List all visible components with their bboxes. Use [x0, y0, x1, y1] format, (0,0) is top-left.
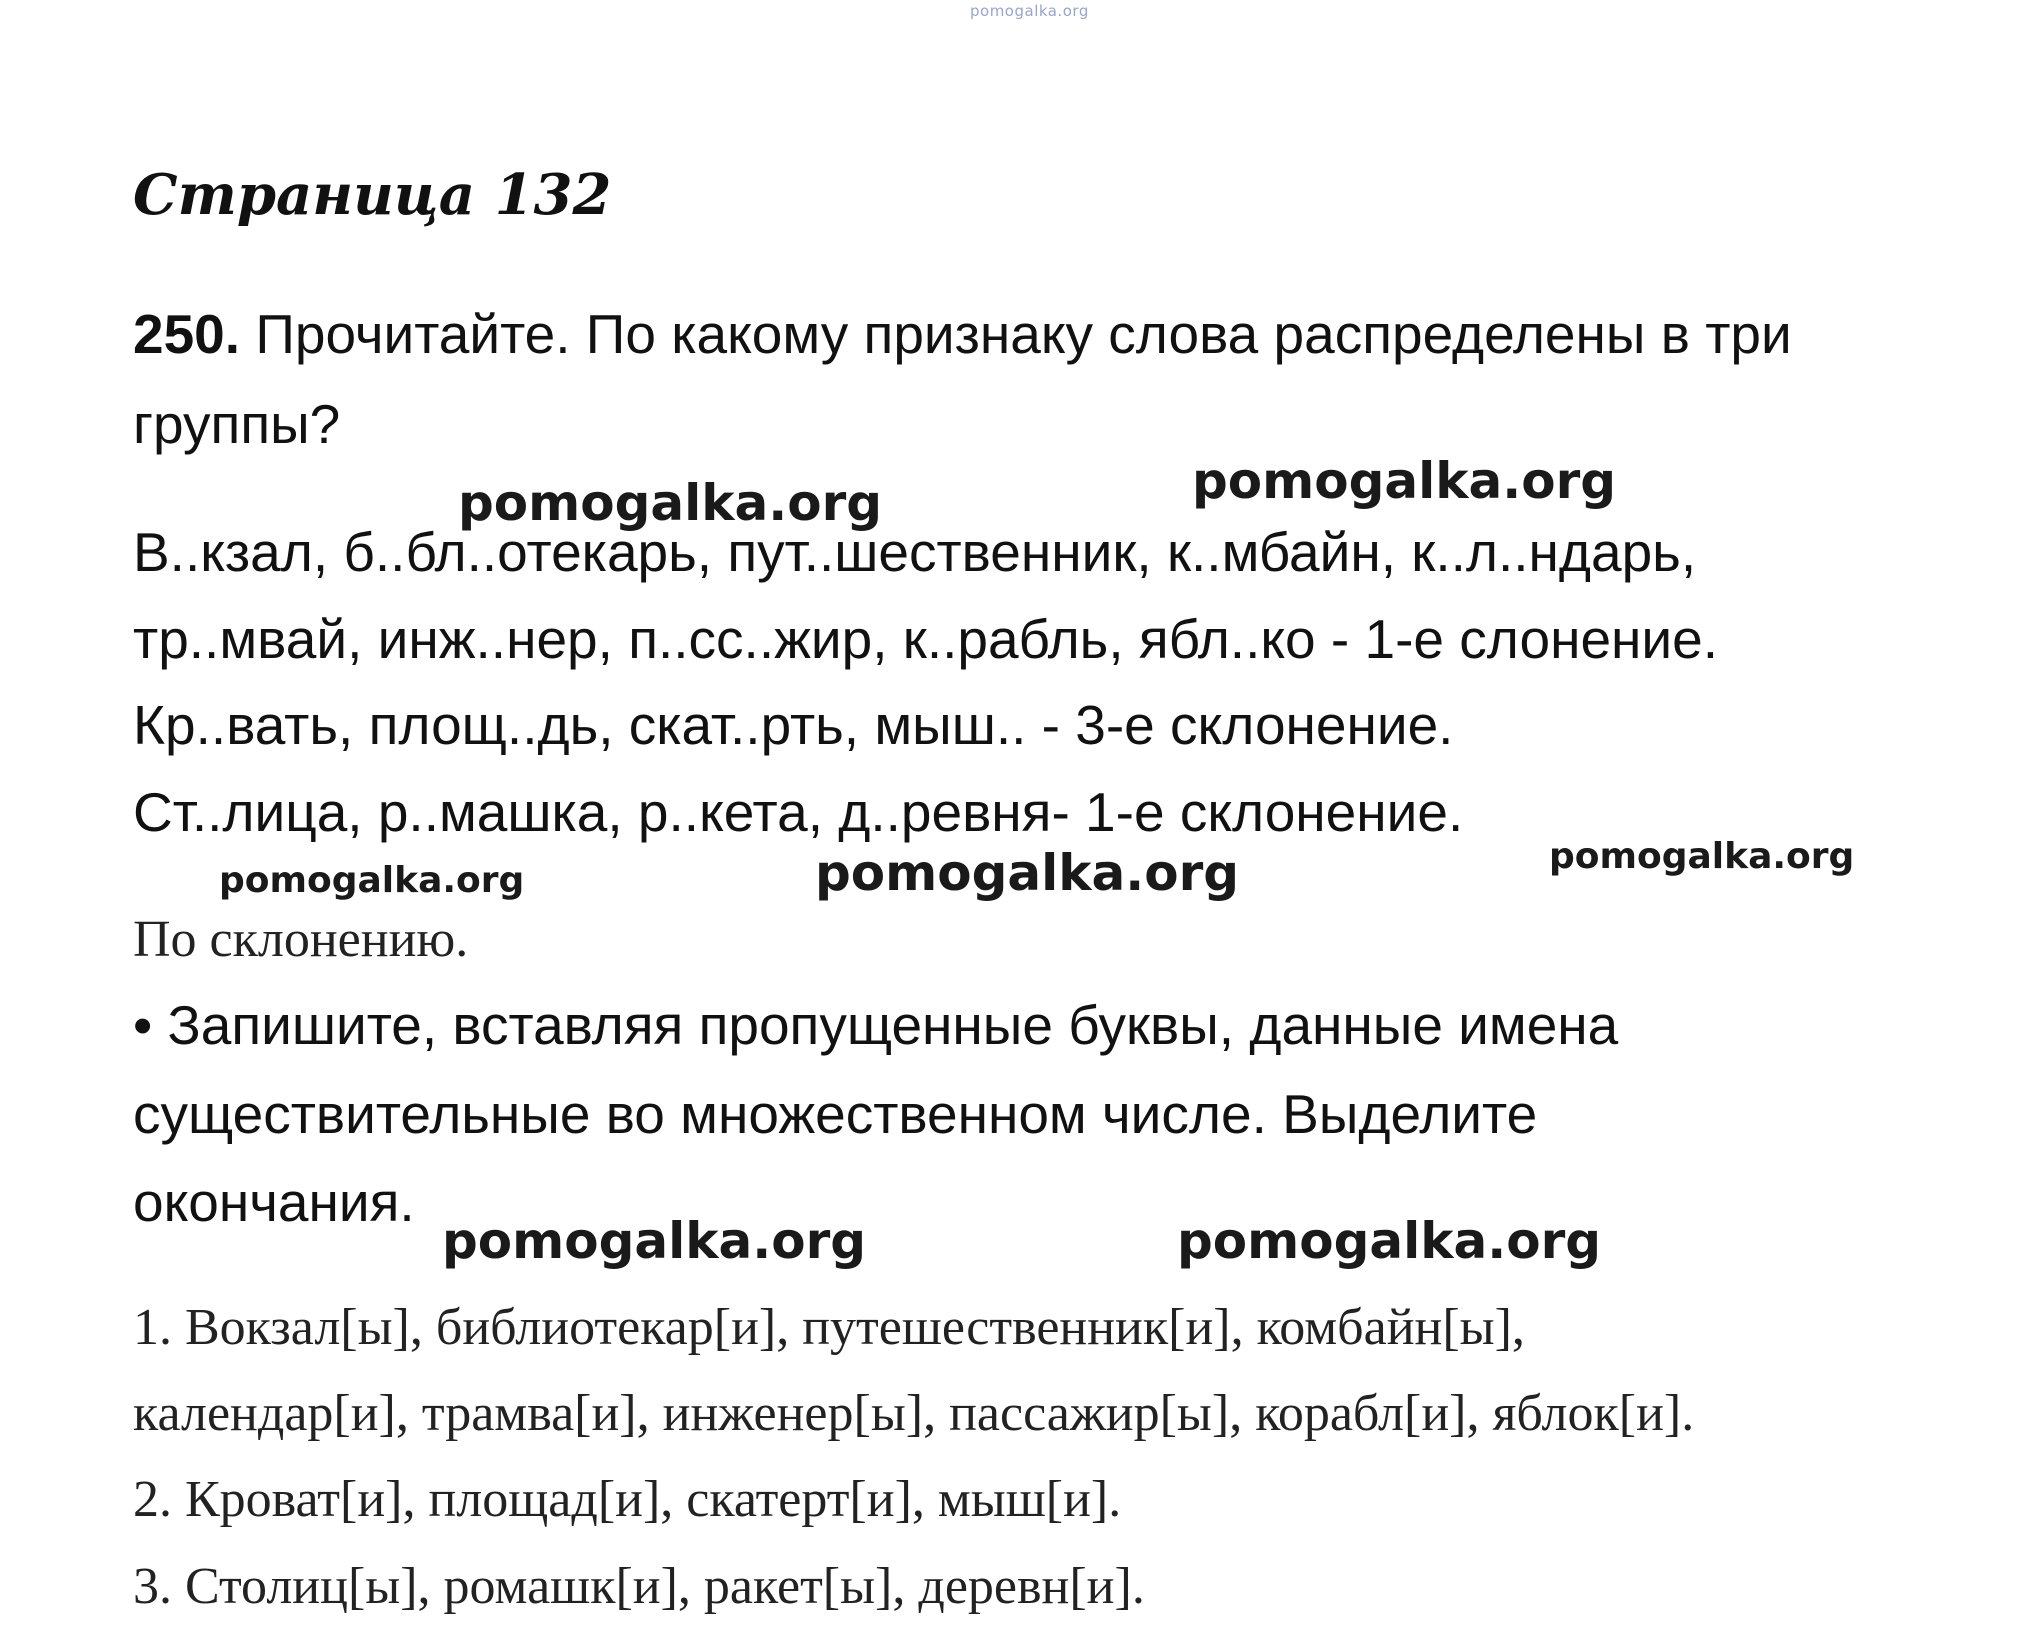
task-question-text: Прочитайте. По какому признаку слова распределены в три — [255, 303, 1792, 365]
exercise-line-3: Кр..вать, площ..дь, скат..рть, мыш.. - 3-е склонение. — [133, 694, 1454, 756]
top-watermark: pomogalka.org — [970, 2, 1089, 20]
exercise-line-4: Ст..лица, р..машка, р..кета, д..ревня- 1-е склонение. — [133, 781, 1464, 843]
exercise-line-1: В..кзал, б..бл..отекарь, пут..шественник, к..мбайн, к..л..ндарь, — [133, 521, 1697, 583]
task-number: 250. — [133, 303, 241, 365]
subtask-line-1: • Запишите, вставляя пропущенные буквы, данные имена — [133, 994, 1619, 1056]
watermark: pomogalka.org — [1549, 836, 1855, 877]
answer-line-3: 2. Крoват[и], площад[и], скатерт[и], мыш[и]. — [133, 1471, 1122, 1528]
watermark: pomogalka.org — [1177, 1212, 1602, 1270]
answer-declension: По склонению. — [133, 911, 469, 968]
task-question-line-1 — [133, 302, 1792, 366]
task-question-line-2: группы? — [133, 393, 341, 455]
answer-line-2: календар[и], трамва[и], инженер[ы], пассажир[ы], корабл[и], яблок[и]. — [133, 1385, 1695, 1442]
exercise-line-2: тр..мвай, инж..нер, п..сс..жир, к..рабль, ябл..ко - 1-е слонение. — [133, 608, 1719, 670]
subtask-line-3: окончания. — [133, 1171, 415, 1233]
watermark: pomogalka.org — [442, 1212, 867, 1270]
answer-line-1: 1. Вокзал[ы], библиотекар[и], путешественник[и], комбайн[ы], — [133, 1299, 1525, 1356]
watermark: pomogalka.org — [219, 860, 525, 901]
answer-line-4: 3. Столиц[ы], ромашк[и], ракет[ы], деревн[и]. — [133, 1558, 1145, 1615]
page-title: Страница 132 — [133, 162, 612, 228]
watermark: pomogalka.org — [1192, 452, 1617, 510]
watermark: pomogalka.org — [458, 474, 883, 532]
watermark: pomogalka.org — [815, 844, 1240, 902]
subtask-line-2: существительные во множественном числе. Выделите — [133, 1083, 1538, 1145]
